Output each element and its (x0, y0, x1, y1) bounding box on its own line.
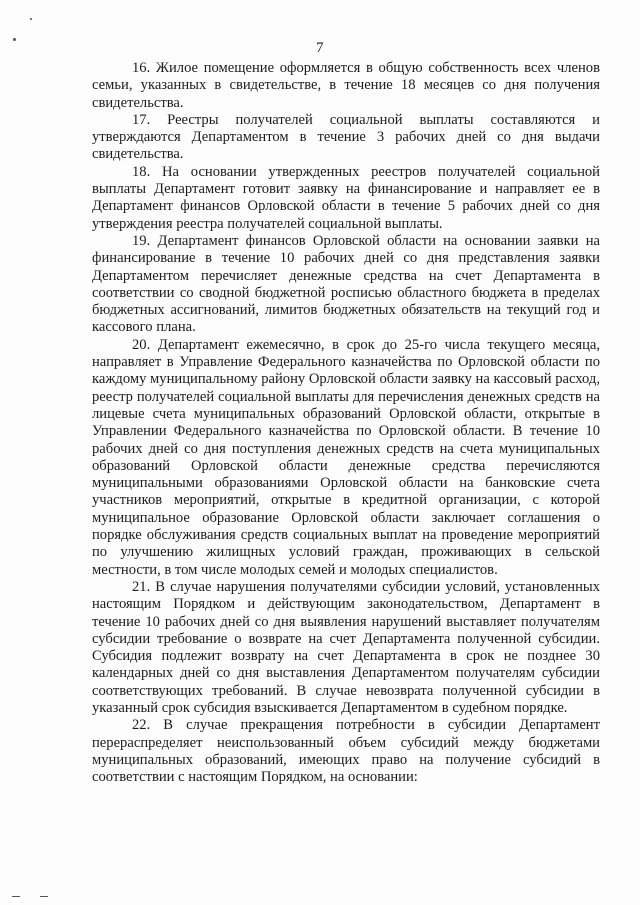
document-body (92, 60, 600, 786)
paragraph-19: 19. Департамент финансов Орловской области на основании заявки на финансирование в течение 10 рабочих дней со дня представления заявки Департаментом перечисляет денежные средства на счет Департамента в соответствии со сводной бюджетной росписью областного бюджета в пределах бюджетных ассигнований, лимитов бюджетных обязательств на текущий год и кассового плана. (92, 232, 600, 336)
scan-edge-mark (40, 896, 48, 897)
paragraph-16: 16. Жилое помещение оформляется в общую собственность всех членов семьи, указанных в свидетельстве, в течение 18 месяцев со дня получения свидетельства. (92, 60, 600, 111)
paragraph-22: 22. В случае прекращения потребности в субсидии Департамент перераспределяет неиспользованный объем субсидий между бюджетами муниципальных образований, имеющих право на получение субсидий в соответствии с настоящим Порядком, на основании: (92, 717, 600, 786)
paragraph-21: 21. В случае нарушения получателями субсидии условий, установленных настоящим Порядком и действующим законодательством, Департамент в течение 10 рабочих дней со дня выявления нарушений выставляет получателям субсидии требование о возврате на счет Департамента полученной субсидии. Субсидия подлежит возврату на счет Департамента в срок не позднее 30 календарных дней со дня выставления Департаментом получателям субсидии соответствующих требований. В случае невозврата полученной субсидии в указанный срок субсидия взыскивается Департаментом в судебном порядке. (92, 578, 600, 716)
paragraph-20: 20. Департамент ежемесячно, в срок до 25-го числа текущего месяца, направляет в Управление Федерального казначейства по Орловской области по каждому муниципальному району Орловской области заявку на кассовый расход, реестр получателей социальной выплаты для перечисления денежных средств на лицевые счета муниципальных образований Орловской области, открытые в Управлении Федерального казначейства по Орловской области. В течение 10 рабочих дней со дня поступления денежных средств на счета муниципальных образований Орловской области денежные средства перечисляются муниципальными образованиями Орловской области на банковские счета участников мероприятий, открытые в кредитной организации, с которой муниципальное образование Орловской области заключает соглашения о порядке обслуживания средств социальных выплат на проведение мероприятий по улучшению жилищных условий граждан, проживающих в сельской местности, в том числе молодых семей и молодых специалистов. (92, 336, 600, 578)
page-number: 7 (316, 40, 324, 56)
paragraph-18: 18. На основании утвержденных реестров получателей социальной выплаты Департамент готовит заявку на финансирование и направляет ее в Департамент финансов Орловской области в течение 5 рабочих дней со дня утверждения реестра получателей социальной выплаты. (92, 163, 600, 232)
scan-edge-mark (12, 896, 20, 897)
paragraph-17: 17. Реестры получателей социальной выплаты составляются и утверждаются Департаментом в течение 3 рабочих дней со дня выдачи свидетельства. (92, 111, 600, 163)
scan-speck (30, 18, 32, 20)
